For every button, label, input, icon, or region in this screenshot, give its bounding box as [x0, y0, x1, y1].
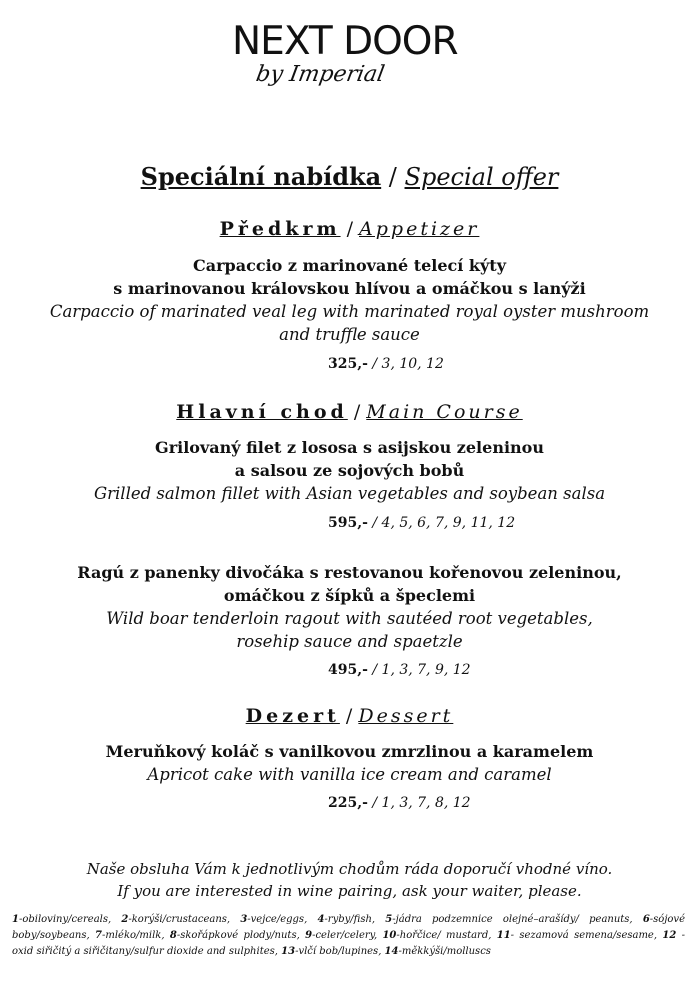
allergen-item: 5-jádra podzemnice olejné–arašídy/ peanuts,: [385, 914, 643, 925]
price-boar: 495,- / 1, 3, 7, 9, 12: [328, 662, 471, 678]
wine-note: [0, 858, 699, 902]
price-salmon: 595,- / 4, 5, 6, 7, 9, 11, 12: [328, 515, 516, 531]
section-heading-main: Hlavní chod / Main Course: [176, 401, 523, 423]
allergen-item: 13-vlčí bob/lupines,: [281, 946, 385, 957]
logo: [0, 20, 699, 100]
allergen-item: 14-měkkýši/molluscs: [384, 946, 491, 957]
allergen-item: 6-sójové boby/soybeans,: [12, 914, 686, 941]
wine-note-en: If you are interested in wine pairing, ask your waiter, please.: [117, 882, 582, 900]
wine-note-cz: Naše obsluha Vám k jednotlivým chodům ráda doporučí vhodné víno.: [86, 860, 613, 878]
dish-boar: Ragú z panenky divočáka s restovanou kořenovou zeleninou, omáčkou z šípků a špeclemi Wild boar tenderloin ragout with sautéed root vegetables, rosehip sauce and spaetzle: [77, 563, 622, 651]
section-heading-dessert: Dezert / Dessert: [245, 705, 454, 727]
price-carpaccio: 325,- / 3, 10, 12: [328, 356, 444, 372]
logo-tagline: by Imperial: [254, 62, 387, 87]
allergen-item: 4-ryby/fish,: [317, 914, 386, 925]
page-title: Speciální nabídka / Special offer: [140, 162, 559, 191]
allergen-item: 7-mléko/milk,: [95, 930, 170, 941]
logo-wordmark: NEXT DOOR: [232, 19, 458, 64]
price-cake: 225,- / 1, 3, 7, 8, 12: [328, 795, 471, 811]
dish-carpaccio: Carpaccio z marinované telecí kýty s marinovanou královskou hlívou a omáčkou s lanýži Carpaccio of marinated veal leg with marinated royal oyster mushroom and truffle sauce: [49, 256, 650, 344]
allergen-item: 9-celer/celery,: [305, 930, 383, 941]
allergen-item: 10-hořčice/ mustard,: [382, 930, 497, 941]
dish-cake: Meruňkový koláč s vanilkovou zmrzlinou a karamelem Apricot cake with vanilla ice cream and caramel: [105, 742, 594, 784]
allergen-item: 2-korýši/crustaceans,: [121, 914, 241, 925]
allergen-item: 1-obiloviny/cereals,: [12, 914, 122, 925]
allergen-item: 12 - oxid siřičitý a siřičitany/sulfur dioxide and sulphites,: [12, 930, 685, 957]
allergen-item: 3-vejce/eggs,: [240, 914, 318, 925]
allergen-item: 8-skořápkové plody/nuts,: [169, 930, 306, 941]
allergen-item: 11- sezamová semena/sesame,: [496, 930, 663, 941]
section-heading-appetizer: Předkrm / Appetizer: [219, 218, 480, 240]
dish-salmon: Grilovaný filet z lososa s asijskou zeleninou a salsou ze sojových bobů Grilled salmon fillet with Asian vegetables and soybean salsa: [93, 438, 606, 503]
allergen-legend: [12, 912, 685, 960]
